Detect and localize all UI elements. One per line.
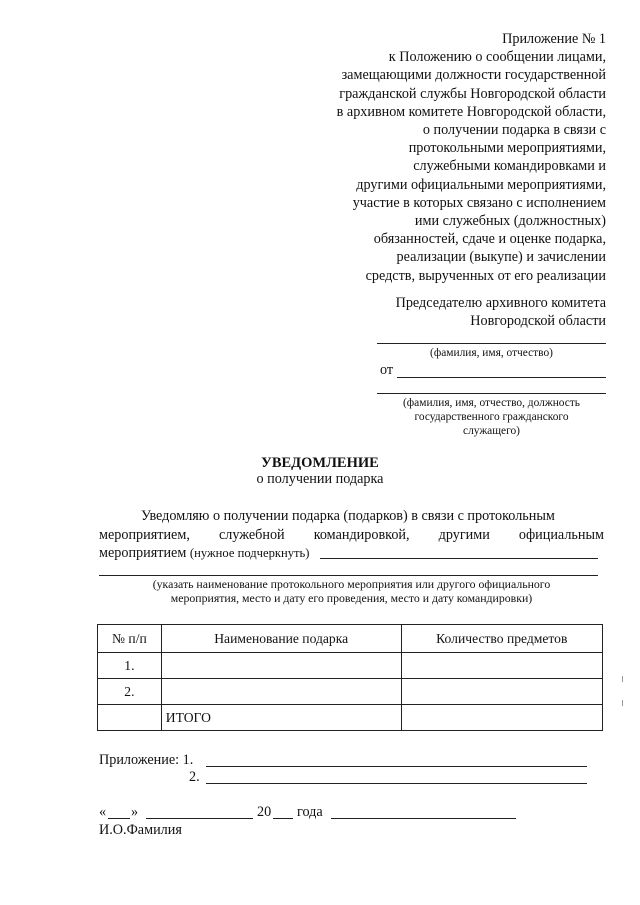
event-field[interactable] [320,558,598,559]
header-gift-name: Наименование подарка [161,625,401,653]
date-day-field[interactable] [108,818,130,819]
appendix-line: гражданской службы Новгородской области [339,85,606,102]
appendix-line: реализации (выкупе) и зачислении [396,249,606,266]
total-label: ИТОГО [161,705,401,731]
date-quote-close: » [131,804,139,820]
event-hint-line-2: мероприятия, место и дату его проведения, место и дату командировки) [170,591,533,605]
fio-hint: (фамилия, имя, отчество) [430,347,553,359]
quantity-cell[interactable] [401,679,602,705]
notice-paragraph-line-2 [99,526,604,545]
date-year-field[interactable] [273,818,293,819]
notice-title: УВЕДОМЛЕНИЕ [261,455,379,471]
appendix-line: протокольными мероприятиями, [408,140,606,157]
para-word: командировкой, [313,527,410,543]
appendix-line: замещающими должности государственной [341,67,606,84]
date-month-field[interactable] [146,818,253,819]
row-number: 2. [98,679,162,705]
date-quote-open: « [99,804,107,820]
attachment-2-label: 2. [189,769,200,785]
appendix-line: служебными командировками и [413,158,606,175]
notice-subtitle: о получении подарка [256,471,384,487]
sender-hint [377,396,606,438]
sender-hint-line-2: государственного гражданского [414,411,569,423]
signer-name: И.О.Фамилия [99,822,182,838]
appendix-line: участие в которых связано с исполнением [352,194,606,211]
gifts-table [97,624,603,731]
date-year-word: года [297,804,323,820]
appendix-line: другими официальными мероприятиями, [356,176,606,193]
appendix-line: к Положению о сообщении лицами, [388,49,606,66]
row-number: 1. [98,653,162,679]
event-field-2[interactable] [99,575,598,576]
para-word: мероприятием, [99,527,190,543]
appendix-line: в архивном комитете Новгородской области, [336,103,606,120]
addressee-line-2: Новгородской области [470,313,606,330]
appendix-line: обязанностей, сдаче и оценке подарка, [373,231,606,248]
notice-paragraph-line-3 [99,544,309,563]
gift-name-cell[interactable] [161,679,401,705]
addressee-line-1: Председателю архивного комитета [395,295,606,311]
para-line-3-text: мероприятием [99,545,187,561]
appendix-line: о получении подарка в связи с [422,122,606,139]
event-hint-line-1: (указать наименование протокольного мероприятия или другого официального [152,577,551,591]
para-word: служебной [218,527,285,543]
appendix-block [276,30,606,285]
table-row [98,679,603,705]
quantity-cell[interactable] [401,653,602,679]
attachments-label: Приложение: 1. [99,752,194,768]
sender-field-2[interactable] [377,393,606,394]
addressee-block [276,294,606,330]
sender-hint-line-3: служащего) [463,425,520,437]
scan-mark [622,676,623,682]
appendix-title: Приложение № 1 [502,31,606,47]
gift-name-cell[interactable] [161,653,401,679]
total-number-cell [98,705,162,731]
table-header-row [98,625,603,653]
appendix-line: ими служебных (должностных) [414,213,606,230]
sender-hint-line-1: (фамилия, имя, отчество, должность [403,397,580,409]
table-total-row [98,705,603,731]
para-word: другими [438,527,490,543]
scan-mark [622,700,623,706]
header-quantity: Количество предметов [401,625,602,653]
total-quantity-cell[interactable] [401,705,602,731]
underline-note: (нужное подчеркнуть) [189,546,310,560]
table-row [98,653,603,679]
signature-field[interactable] [331,818,516,819]
from-label: от [380,362,394,378]
event-hint [99,577,604,605]
appendix-line: средств, вырученных от его реализации [365,267,606,284]
addressee-fio-field[interactable] [377,343,606,344]
para-word: официальным [518,527,604,543]
header-number: № п/п [98,625,162,653]
sender-field[interactable] [397,377,606,378]
attachment-1-field[interactable] [206,766,587,767]
date-year-prefix: 20 [257,804,272,820]
notice-paragraph-line-1: Уведомляю о получении подарка (подарков) в связи с протокольным [141,508,555,524]
attachment-2-field[interactable] [206,783,587,784]
